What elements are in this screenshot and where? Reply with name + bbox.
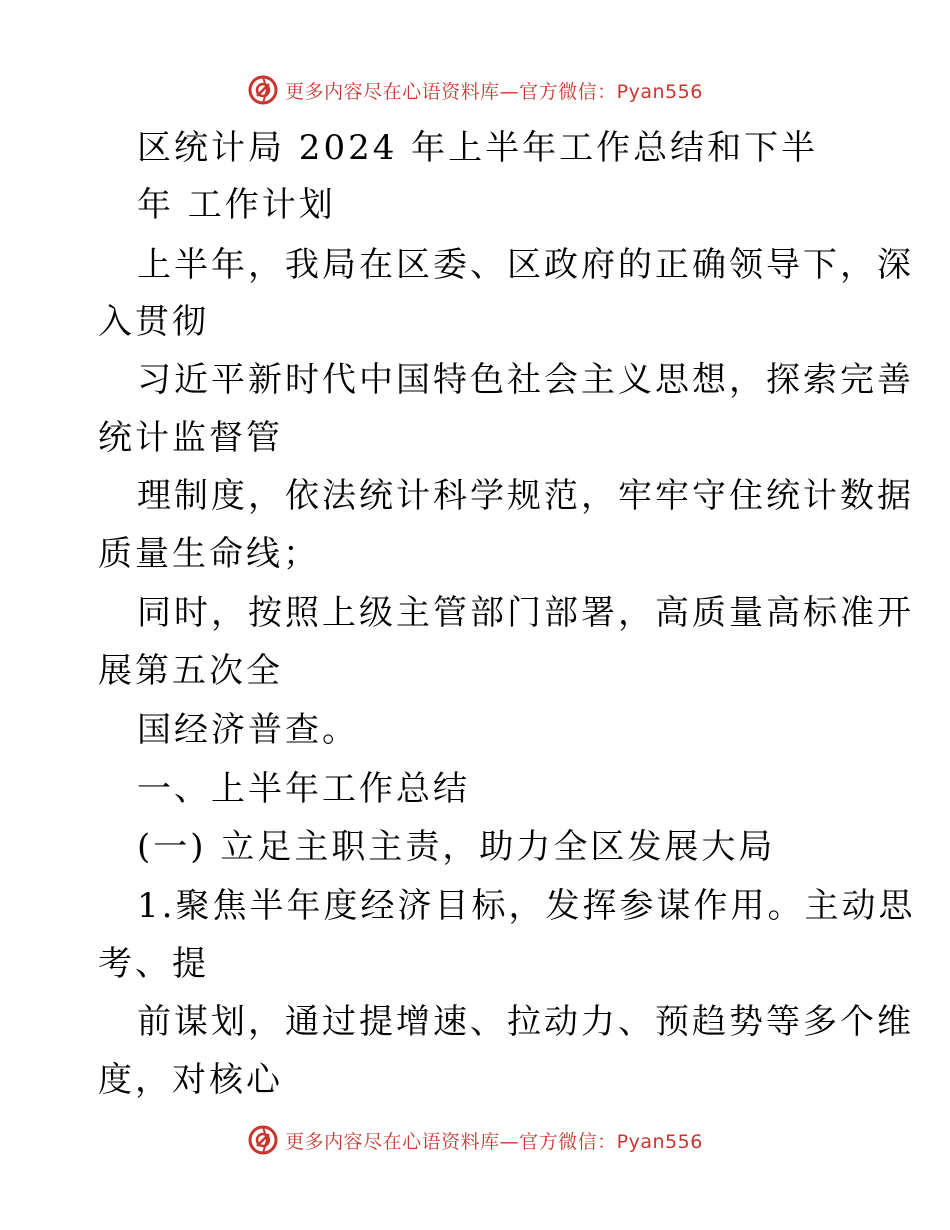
section-heading: 一、上半年工作总结: [137, 769, 470, 809]
paragraph-line: 前谋划，通过提增速、拉动力、预趋势等多个维: [137, 1002, 914, 1042]
paragraph-line: 入贯彻: [98, 302, 209, 342]
paragraph-line: 考、提: [98, 944, 209, 984]
paragraph-line: 统计监督管: [98, 418, 283, 458]
doc-title-line-1: 区统计局 2024 年上半年工作总结和下半: [137, 128, 819, 168]
bottom-watermark-banner: [0, 1120, 950, 1160]
paragraph-line: 习近平新时代中国特色社会主义思想，探索完善: [137, 360, 914, 400]
paragraph-line: 上半年，我局在区委、区政府的正确领导下，深: [137, 245, 914, 285]
paragraph-line: 国经济普查。: [137, 710, 359, 750]
paragraph-line: 同时，按照上级主管部门部署，高质量高标准开: [137, 593, 914, 633]
watermark-text: 更多内容尽在心语资料库—官方微信：Pyan556: [285, 80, 703, 103]
paragraph-line: 质量生命线；: [98, 534, 320, 574]
subsection-heading: (一) 立足主职主责，助力全区发展大局: [137, 827, 776, 867]
watermark-text: 更多内容尽在心语资料库—官方微信：Pyan556: [285, 1130, 703, 1153]
doc-title-line-2: 年 工作计划: [137, 185, 336, 225]
paragraph-line: 理制度，依法统计科学规范，牢牢守住统计数据: [137, 476, 914, 516]
paragraph-line: 度，对核心: [98, 1060, 283, 1100]
paragraph-line: 1.聚焦半年度经济目标，发挥参谋作用。主动思: [137, 886, 916, 926]
paragraph-line: 展第五次全: [98, 651, 283, 691]
top-watermark-banner: [0, 70, 950, 110]
logo-icon: [247, 1124, 279, 1156]
logo-icon: [247, 74, 279, 106]
